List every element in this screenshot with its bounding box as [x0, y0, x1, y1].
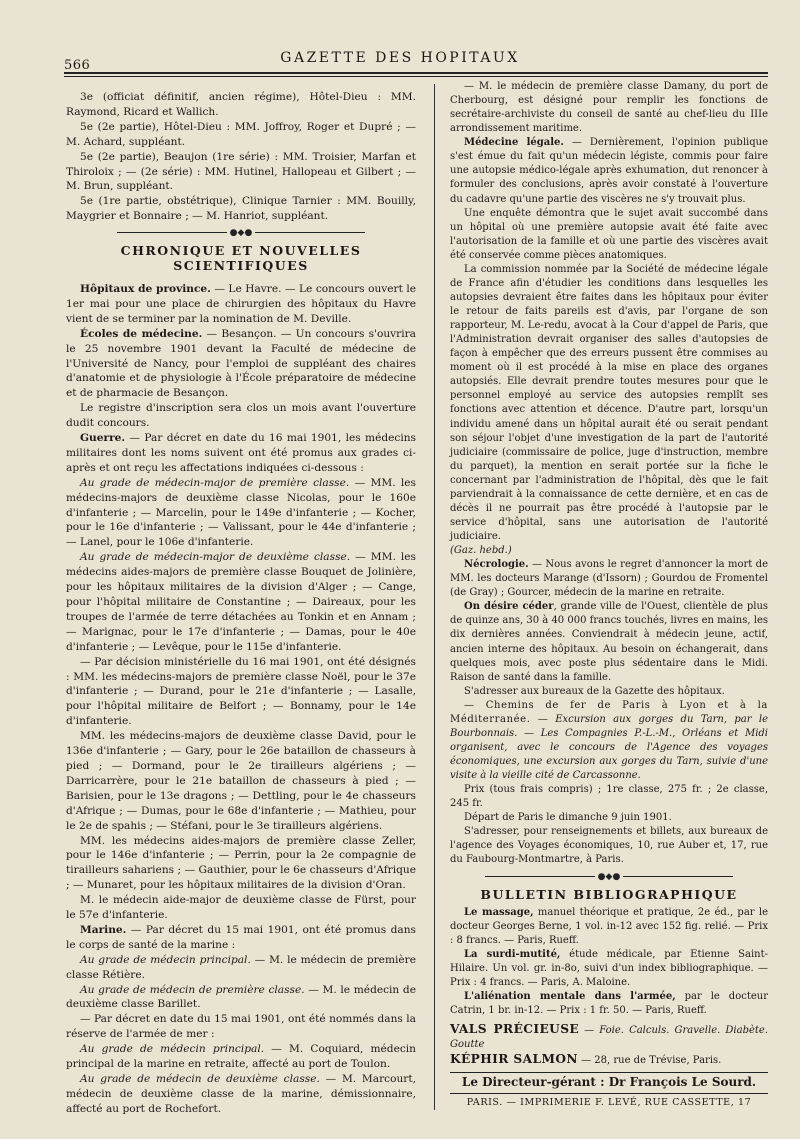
- ad-kephir: KÉPHIR SALMON — 28, rue de Trévise, Paris.: [450, 1052, 722, 1067]
- header-rule: [64, 72, 768, 74]
- column-divider: [434, 84, 435, 1110]
- exam-jury-5c: 5e (1re partie, obstétrique), Clinique Tarnier : MM. Bouilly, Maygrier et Bonnaire ; — M. Hanriot, suppléant.: [66, 195, 416, 223]
- excursion-depart: Départ de Paris le dimanche 9 juin 1901.: [464, 812, 672, 824]
- marine-grade-2: Au grade de médecin de première classe. — M. le médecin de deuxième classe Barillet.: [66, 983, 416, 1011]
- cession-clientele: On désire céder, grande ville de l'Ouest, clientèle de plus de quinze ans, 30 à 40 000 francs touchés, livres en mains, les dix dernières années. Conviendrait à médecin jeune, actif, ancien interne des hôpitaux. Au besoin on échangerait, dans quelques mois, avec poste plus sédentaire dans le Midi. Raison de santé dans la famille.: [450, 601, 769, 683]
- medecine-legale: Médecine légale. — Dernièrement, l'opinion publique s'est émue du fait qu'un médecin légiste, commis pour faire une autopsie médico-légale après exhumation, dut renoncer à formuler des conclusions, après avoir constaté à l'ouverture du cadavre qu'une partie des viscères ne s'y trouvait plus.: [450, 137, 768, 205]
- guerre-grade-2: Au grade de médecin-major de deuxième classe. — MM. les médecins aides-majors de première classe Bouquet de Jolinière, pour les hôpitaux militaires de la division d'Alger ; — Cange, pour l'hôpital militaire de Constantine ; — Daireaux, pour les troupes de l'armée de terre détachées au Tonkin et en Annam ; — Marignac, pour le 17e d'infanterie ; — Damas, pour le 40e d'infanterie ; — Levêque, pour le 115e d'infanterie.: [66, 551, 416, 653]
- left-column: [66, 90, 416, 1117]
- excursion-prix: Prix (tous frais compris) ; 1re classe, 275 fr. ; 2e classe, 245 fr.: [450, 784, 768, 810]
- marine-grade-3: Au grade de médecin principal. — M. Coquiard, médecin principal de la marine en retraite, affecté au port de Toulon.: [66, 1043, 416, 1071]
- exam-jury-5b: 5e (2e partie), Beaujon (1re série) : MM. Troisier, Marfan et Thiroloix ; — (2e série) : MM. Hutinel, Hallopeau et Gilbert ; — M. Brun, suppléant.: [66, 150, 416, 193]
- footer-rule-2: [450, 1093, 768, 1094]
- ecoles-medecine: Écoles de médecine. — Besançon. — Un concours s'ouvrira le 25 novembre 1901 devant la Faculté de médecine de l'Université de Nancy, pour l'emploi de suppléant des chaires d'anatomie et de physiologie à l'École préparatoire de médecine et de pharmacie de Besançon.: [66, 327, 416, 400]
- ad-vals: VALS PRÉCIEUSE — Foie. Calculs. Gravelle. Diabète. Goutte: [450, 1022, 769, 1051]
- page-number: 566: [64, 58, 91, 73]
- hopitaux-province: Hôpitaux de province. — Le Havre. — Le concours ouvert le 1er mai pour une place de chirurgien des hôpitaux du Havre vient de se terminer par la nomination de M. Deville.: [66, 282, 416, 325]
- exam-jury-3: 3e (officiat définitif, ancien régime), Hôtel-Dieu : MM. Raymond, Ricard et Wallich.: [66, 91, 416, 118]
- directeur-gerant: Le Directeur-gérant : Dr François Le Sourd.: [461, 1075, 757, 1090]
- biblio-alienation: L'aliénation mentale dans l'armée, par le docteur Catrin, 1 br. in-12. — Prix : 1 fr. 50. — Paris, Rueff.: [450, 990, 768, 1016]
- damany-notice: — M. le médecin de première classe Damany, du port de Cherbourg, est désigné pour remplir les fonctions de secrétaire-archiviste du conseil de santé au chef-lieu du IIIe arrondissement maritime.: [450, 81, 768, 135]
- running-title: GAZETTE DES HOPITAUX: [280, 50, 520, 66]
- ecoles-registre: Le registre d'inscription sera clos un mois avant l'ouverture dudit concours.: [66, 402, 416, 430]
- footer-rule: [450, 1072, 768, 1073]
- guerre-majors-2: MM. les médecins-majors de deuxième classe David, pour le 136e d'infanterie ; — Gary, pour le 26e bataillon de chasseurs à pied ; — Dormand, pour le 2e tirailleurs algériens ; — Darricarrère, pour le 21e bataillon de chasseurs à pied ; — Barisien, pour le 13e dragons ; — Dettling, pour le 4e chasseurs d'Afrique ; — Dumas, pour le 68e d'infanterie ; — Mathieu, pour le 2e de spahis ; — Stéfani, pour le 3e tirailleurs algériens.: [66, 730, 416, 832]
- biblio-massage: Le massage, manuel théorique et pratique, 2e éd., par le docteur Georges Berne, 1 vol. in-12 avec 152 fig. relié. — Prix : 8 francs. — Paris, Rueff.: [450, 906, 768, 946]
- medecine-legale-commission: La commission nommée par la Société de médecine légale de France afin d'étudier les conditions dans lesquelles les autopsies devraient être faites dans les hôpitaux pour éviter le retour de faits pareils est d'avis, par l'organe de son rapporteur, M. Le-redu, avocat à la Cour d'appel de Paris, que l'Administration devrait organiser des salles d'autopsies de façon à empêcher que des erreurs pussent être commises au moment où il est procédé à la mise en place des organes autopsiés. Elle devrait prendre toutes mesures pour que le personnel employé au service des autopsies remplît ses fonctions avec attention et décence. D'autre part, lorsqu'un individu amené dans un hôpital aurait été ou serait pendant son séjour l'objet d'une investigation de la part de l'autorité judiciaire (commissaire de police, juge d'instruction, membre du parquet), la mention en serait portée sur la fiche le concernant par l'administration de l'hôpital, dès que le fait parviendrait à la connaissance de cette dernière, et en cas de décès il ne pourrait pas être procédé à l'autopsie par le service d'hôpital, sans une autorisation de l'autorité judiciaire.: [450, 263, 768, 542]
- header-rule-thin: [64, 76, 768, 77]
- guerre-aides-majors: MM. les médecins aides-majors de première classe Zeller, pour le 146e d'infanterie ; — Perrin, pour la 2e compagnie de tirailleurs sahariens ; — Gauthier, pour le 6e chasseurs d'Afrique ; — Munaret, pour les hôpitaux militaires de la division d'Oran.: [66, 834, 416, 892]
- exam-jury-5a: 5e (2e partie), Hôtel-Dieu : MM. Joffroy, Roger et Dupré ; — M. Achard, suppléant.: [66, 120, 416, 148]
- medecine-legale-enquete: Une enquête démontra que le sujet avait succombé dans un hôpital où une première autopsie avait été faite avec l'autorisation de la famille et où une partie des viscères avait été conservée comme pièces anatomiques.: [450, 207, 768, 261]
- medecine-legale-source: (Gaz. hebd.): [450, 545, 512, 557]
- printer-imprint: PARIS. — IMPRIMERIE F. LEVÉ, RUE CASSETTE, 17: [466, 1097, 752, 1109]
- ornament-divider: ●◆●: [66, 228, 416, 238]
- necrologie: Nécrologie. — Nous avons le regret d'annoncer la mort de MM. les docteurs Marange (d'Issorn) ; Gourdou de Fromentel (de Gray) ; Gourcer, médecin de la marine en retraite.: [450, 559, 768, 599]
- marine-grade-1: Au grade de médecin principal. — M. le médecin de première classe Rétière.: [66, 953, 416, 981]
- cession-adresse: S'adresser aux bureaux de la Gazette des hôpitaux.: [464, 685, 725, 697]
- bulletin-title: BULLETIN BIBLIOGRAPHIQUE: [480, 886, 738, 902]
- chemins-de-fer: — Chemins de fer de Paris à Lyon et à la Méditerranée. — Excursion aux gorges du Tarn, par le Bourbonnais. — Les Compagnies P.-L.-M., Orléans et Midi organisent, avec le concours de l'Agence des voyages économiques, une excursion aux gorges du Tarn, suivie d'une visite à la vieille cité de Carcassonne.: [450, 699, 768, 782]
- section-title: CHRONIQUE ET NOUVELLES SCIENTIFIQUES: [120, 243, 362, 274]
- marine-reserve: — Par décret en date du 15 mai 1901, ont été nommés dans la réserve de l'armée de mer :: [66, 1013, 416, 1041]
- biblio-surdi-mutite: La surdi-mutité, étude médicale, par Etienne Saint-Hilaire. Un vol. gr. in-8o, suivi d'un index bibliographique. — Prix : 4 francs. — Paris, A. Maloine.: [450, 948, 768, 988]
- guerre-grade-1: Au grade de médecin-major de première classe. — MM. les médecins-majors de deuxième classe Nicolas, pour le 160e d'infanterie ; — Marcelin, pour le 149e d'infanterie ; — Kocher, pour le 16e d'infanterie ; — Valissant, pour le 44e d'infanterie ; — Lanel, pour le 106e d'infanterie.: [66, 476, 416, 549]
- ornament-divider: ●◆●: [450, 872, 768, 882]
- guerre-aide-major-2: M. le médecin aide-major de deuxième classe de Fürst, pour le 57e d'infanterie.: [66, 894, 416, 922]
- marine-intro: Marine. — Par décret du 15 mai 1901, ont été promus dans le corps de santé de la marine :: [66, 923, 416, 951]
- excursion-adresse: S'adresser, pour renseignements et billets, aux bureaux de l'agence des Voyages économiques, 10, rue Auber et, 17, rue du Faubourg-Montmartre, à Paris.: [450, 826, 768, 866]
- guerre-intro: Guerre. — Par décret en date du 16 mai 1901, les médecins militaires dont les noms suivent ont été promus aux grades ci-après et ont reçu les affectations indiquées ci-dessous :: [66, 432, 416, 474]
- right-column: [450, 80, 768, 1110]
- guerre-decision: — Par décision ministérielle du 16 mai 1901, ont été désignés : MM. les médecins-majors de première classe Noël, pour le 37e d'infanterie ; — Durand, pour le 21e d'infanterie ; — Lasalle, pour l'hôpital militaire de Belfort ; — Bonnamy, pour le 14e d'infanterie.: [66, 655, 416, 728]
- marine-grade-4: Au grade de médecin de deuxième classe. — M. Marcourt, médecin de deuxième classe de la marine, démissionnaire, affecté au port de Rochefort.: [66, 1073, 416, 1115]
